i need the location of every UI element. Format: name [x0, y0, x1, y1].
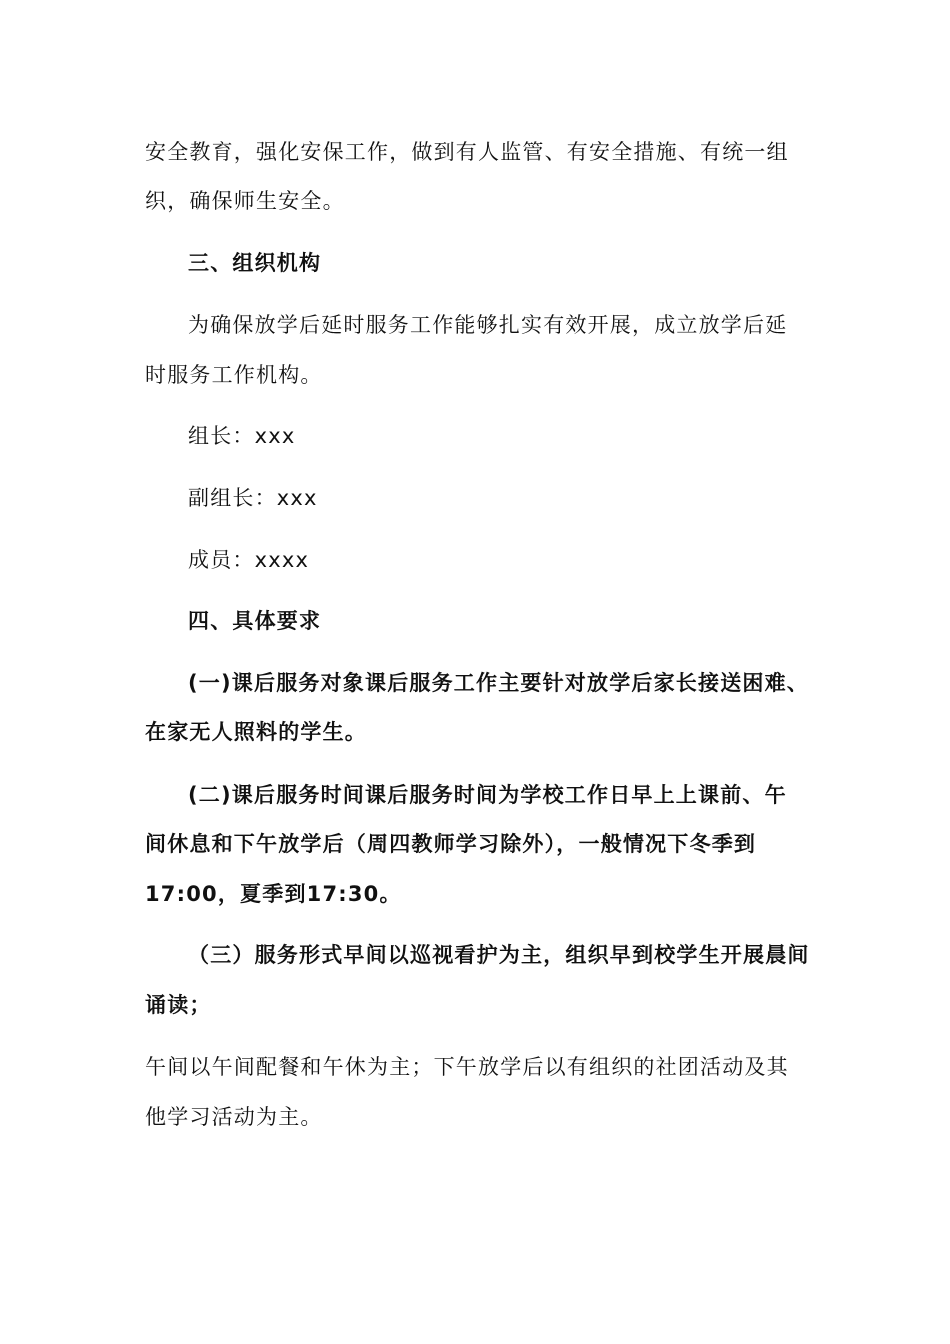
- members-line: 成员：xxxx: [188, 548, 310, 572]
- text-line: 织，确保师生安全。: [145, 189, 345, 213]
- requirement-line: 17:00，夏季到17:30。: [145, 882, 402, 906]
- requirement-line: (一)课后服务对象课后服务工作主要针对放学后家长接送困难、: [188, 671, 809, 695]
- requirement-line: （三）服务形式早间以巡视看护为主，组织早到校学生开展晨间: [188, 943, 810, 967]
- section-heading: 三、组织机构: [188, 251, 322, 275]
- requirement-line: 在家无人照料的学生。: [145, 720, 367, 744]
- requirement-line: (二)课后服务时间课后服务时间为学校工作日早上上课前、午: [188, 783, 787, 807]
- paragraph-line: 为确保放学后延时服务工作能够扎实有效开展，成立放学后延: [188, 313, 788, 337]
- paragraph-line: 他学习活动为主。: [145, 1105, 323, 1129]
- requirement-line: 诵读；: [145, 993, 212, 1017]
- text-line: 安全教育，强化安保工作，做到有人监管、有安全措施、有统一组: [145, 140, 789, 164]
- paragraph-line: 午间以午间配餐和午休为主；下午放学后以有组织的社团活动及其: [145, 1055, 789, 1079]
- requirement-line: 间休息和下午放学后（周四教师学习除外），一般情况下冬季到: [145, 832, 757, 856]
- leader-line: 组长：xxx: [188, 424, 296, 448]
- section-heading: 四、具体要求: [188, 609, 322, 633]
- paragraph-line: 时服务工作机构。: [145, 363, 323, 387]
- deputy-leader-line: 副组长：xxx: [188, 486, 318, 510]
